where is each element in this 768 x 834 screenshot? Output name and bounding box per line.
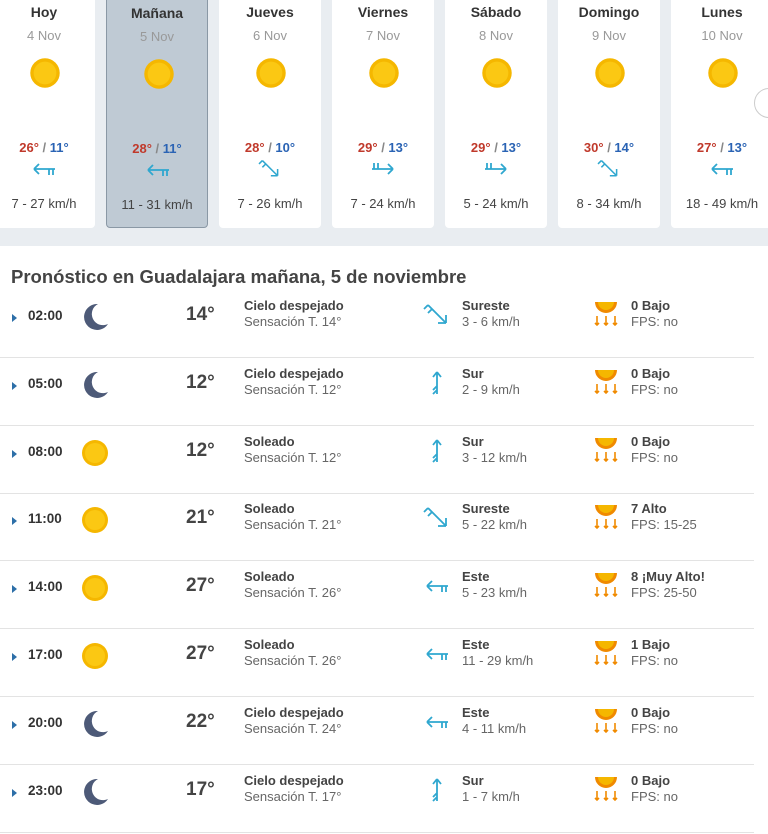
hour-condition: Cielo despejado (244, 705, 344, 720)
hour-row[interactable] (0, 629, 754, 697)
uv-icon (592, 501, 620, 531)
uv-index: 0 Bajo (631, 773, 671, 788)
hour-row[interactable] (0, 561, 754, 629)
hour-condition: Soleado (244, 569, 295, 584)
day-wind: 7 - 27 km/h (11, 196, 77, 211)
max-temp: 29° (470, 140, 491, 155)
hour-row[interactable] (0, 765, 754, 833)
hour-temp: 12° (186, 372, 215, 393)
day-date: 4 Nov (27, 28, 61, 43)
day-card-5[interactable] (558, 0, 660, 228)
arrow-down-right-icon (255, 158, 285, 180)
wind-speed: 2 - 9 km/h (462, 382, 520, 397)
day-date: 10 Nov (701, 28, 743, 43)
moon-icon (80, 709, 110, 739)
uv-index: 0 Bajo (631, 366, 671, 381)
arrow-down-right-icon (422, 505, 452, 531)
hour-row[interactable] (0, 493, 754, 561)
day-temps: 28° / 10° (244, 140, 296, 155)
uv-icon (592, 637, 620, 667)
arrow-right-icon (368, 158, 398, 180)
day-wind: 8 - 34 km/h (576, 196, 642, 211)
wind-speed: 11 - 29 km/h (462, 653, 534, 668)
fps-value: FPS: no (631, 789, 678, 804)
day-temps: 29° / 13° (470, 140, 522, 155)
hour-time: 02:00 (28, 308, 63, 323)
day-wind: 11 - 31 km/h (121, 197, 193, 212)
arrow-left-icon (29, 158, 59, 180)
hour-condition: Soleado (244, 501, 295, 516)
arrow-up-icon (422, 370, 452, 396)
hour-time: 08:00 (28, 444, 63, 459)
hour-temp: 22° (186, 711, 215, 732)
day-date: 6 Nov (253, 28, 287, 43)
day-name: Mañana (130, 5, 184, 21)
hour-condition: Cielo despejado (244, 298, 344, 313)
day-temps: 29° / 13° (357, 140, 409, 155)
wind-direction: Sur (462, 434, 484, 449)
day-temps: 26° / 11° (19, 140, 69, 155)
day-card-0[interactable] (0, 0, 95, 228)
expand-caret-icon[interactable] (12, 450, 17, 458)
hour-feels-like: Sensación T. 21° (244, 517, 342, 532)
arrow-left-icon (422, 641, 452, 667)
day-name: Hoy (30, 4, 58, 20)
wind-direction: Sureste (462, 501, 510, 516)
expand-caret-icon[interactable] (12, 653, 17, 661)
uv-icon (592, 366, 620, 396)
day-name: Viernes (357, 4, 409, 20)
wind-speed: 5 - 22 km/h (462, 517, 528, 532)
wind-direction: Este (462, 705, 490, 720)
hour-condition: Cielo despejado (244, 773, 344, 788)
hour-time: 11:00 (28, 511, 62, 526)
hour-feels-like: Sensación T. 12° (244, 450, 342, 465)
min-temp: 13° (388, 140, 409, 155)
hour-time: 05:00 (28, 376, 63, 391)
sun-icon (80, 438, 110, 468)
uv-icon (592, 705, 620, 735)
fps-value: FPS: no (631, 314, 678, 329)
hour-row[interactable] (0, 358, 754, 426)
moon-icon (80, 370, 110, 400)
uv-index: 7 Alto (631, 501, 667, 516)
sun-icon (142, 57, 176, 91)
hour-feels-like: Sensación T. 24° (244, 721, 342, 736)
hour-time: 20:00 (28, 715, 63, 730)
hour-condition: Cielo despejado (244, 366, 344, 381)
sun-icon (80, 505, 110, 535)
wind-speed: 5 - 23 km/h (462, 585, 528, 600)
moon-icon (80, 302, 110, 332)
max-temp: 28° (244, 140, 265, 155)
day-card-4[interactable] (445, 0, 547, 228)
arrow-down-right-icon (422, 302, 452, 328)
uv-index: 0 Bajo (631, 705, 671, 720)
min-temp: 11° (162, 141, 182, 156)
day-card-6[interactable] (671, 0, 768, 228)
fps-value: FPS: 25-50 (631, 585, 697, 600)
arrow-down-right-icon (594, 158, 624, 180)
arrow-up-icon (422, 438, 452, 464)
sun-icon (80, 573, 110, 603)
uv-index: 0 Bajo (631, 434, 671, 449)
wind-speed: 3 - 12 km/h (462, 450, 528, 465)
expand-caret-icon[interactable] (12, 382, 17, 390)
hour-time: 23:00 (28, 783, 63, 798)
uv-index: 0 Bajo (631, 298, 671, 313)
fps-value: FPS: no (631, 653, 678, 668)
day-temps: 27° / 13° (696, 140, 748, 155)
wind-speed: 1 - 7 km/h (462, 789, 520, 804)
hour-time: 17:00 (28, 647, 63, 662)
hour-row[interactable] (0, 290, 754, 358)
hour-temp: 27° (186, 643, 215, 664)
wind-direction: Sureste (462, 298, 510, 313)
hour-feels-like: Sensación T. 14° (244, 314, 342, 329)
day-wind: 5 - 24 km/h (463, 196, 529, 211)
wind-direction: Este (462, 637, 490, 652)
day-wind: 18 - 49 km/h (685, 196, 759, 211)
hour-feels-like: Sensación T. 17° (244, 789, 342, 804)
arrow-left-icon (143, 159, 173, 181)
day-name: Sábado (470, 4, 522, 20)
arrow-left-icon (422, 573, 452, 599)
sun-icon (367, 56, 401, 90)
moon-icon (80, 777, 110, 807)
uv-icon (592, 569, 620, 599)
max-temp: 27° (696, 140, 717, 155)
fps-value: FPS: 15-25 (631, 517, 697, 532)
hour-condition: Soleado (244, 434, 295, 449)
hour-temp: 27° (186, 575, 215, 596)
sun-icon (254, 56, 288, 90)
day-wind: 7 - 24 km/h (350, 196, 416, 211)
uv-icon (592, 434, 620, 464)
sun-icon (480, 56, 514, 90)
hour-condition: Soleado (244, 637, 295, 652)
day-name: Domingo (578, 4, 640, 20)
wind-direction: Sur (462, 366, 484, 381)
day-temps: 28° / 11° (132, 141, 182, 156)
day-date: 5 Nov (140, 29, 174, 44)
fps-value: FPS: no (631, 450, 678, 465)
sun-icon (80, 641, 110, 671)
min-temp: 10° (275, 140, 296, 155)
min-temp: 13° (501, 140, 522, 155)
hour-temp: 12° (186, 440, 215, 461)
day-card-2[interactable] (219, 0, 321, 228)
hour-temp: 21° (186, 507, 215, 528)
hour-time: 14:00 (28, 579, 63, 594)
arrow-left-icon (422, 709, 452, 735)
wind-speed: 4 - 11 km/h (462, 721, 527, 736)
max-temp: 26° (19, 140, 39, 155)
uv-icon (592, 298, 620, 328)
hour-temp: 14° (186, 304, 215, 325)
max-temp: 29° (357, 140, 378, 155)
hour-feels-like: Sensación T. 12° (244, 382, 342, 397)
day-date: 9 Nov (592, 28, 626, 43)
day-temps: 30° / 14° (583, 140, 635, 155)
sun-icon (706, 56, 740, 90)
fps-value: FPS: no (631, 382, 678, 397)
max-temp: 28° (132, 141, 152, 156)
day-wind: 7 - 26 km/h (237, 196, 303, 211)
arrow-left-icon (707, 158, 737, 180)
hour-feels-like: Sensación T. 26° (244, 653, 342, 668)
uv-index: 1 Bajo (631, 637, 671, 652)
uv-icon (592, 773, 620, 803)
hour-row[interactable] (0, 426, 754, 494)
fps-value: FPS: no (631, 721, 678, 736)
day-date: 7 Nov (366, 28, 400, 43)
hour-temp: 17° (186, 779, 215, 800)
wind-direction: Este (462, 569, 490, 584)
arrow-right-icon (481, 158, 511, 180)
expand-caret-icon[interactable] (12, 721, 17, 729)
expand-caret-icon[interactable] (12, 314, 17, 322)
arrow-up-icon (422, 777, 452, 803)
wind-speed: 3 - 6 km/h (462, 314, 520, 329)
day-card-3[interactable] (332, 0, 434, 228)
hour-feels-like: Sensación T. 26° (244, 585, 342, 600)
min-temp: 14° (614, 140, 635, 155)
expand-caret-icon[interactable] (12, 789, 17, 797)
day-name: Lunes (701, 4, 743, 20)
day-card-1[interactable] (106, 0, 208, 228)
min-temp: 11° (49, 140, 69, 155)
sun-icon (28, 56, 62, 90)
day-name: Jueves (246, 4, 294, 20)
max-temp: 30° (583, 140, 604, 155)
day-date: 8 Nov (479, 28, 513, 43)
expand-caret-icon[interactable] (12, 517, 17, 525)
wind-direction: Sur (462, 773, 484, 788)
uv-index: 8 ¡Muy Alto! (631, 569, 705, 584)
expand-caret-icon[interactable] (12, 585, 17, 593)
hour-row[interactable] (0, 697, 754, 765)
page-title: Pronóstico en Guadalajara mañana, 5 de noviembre (11, 266, 467, 287)
sun-icon (593, 56, 627, 90)
min-temp: 13° (727, 140, 748, 155)
